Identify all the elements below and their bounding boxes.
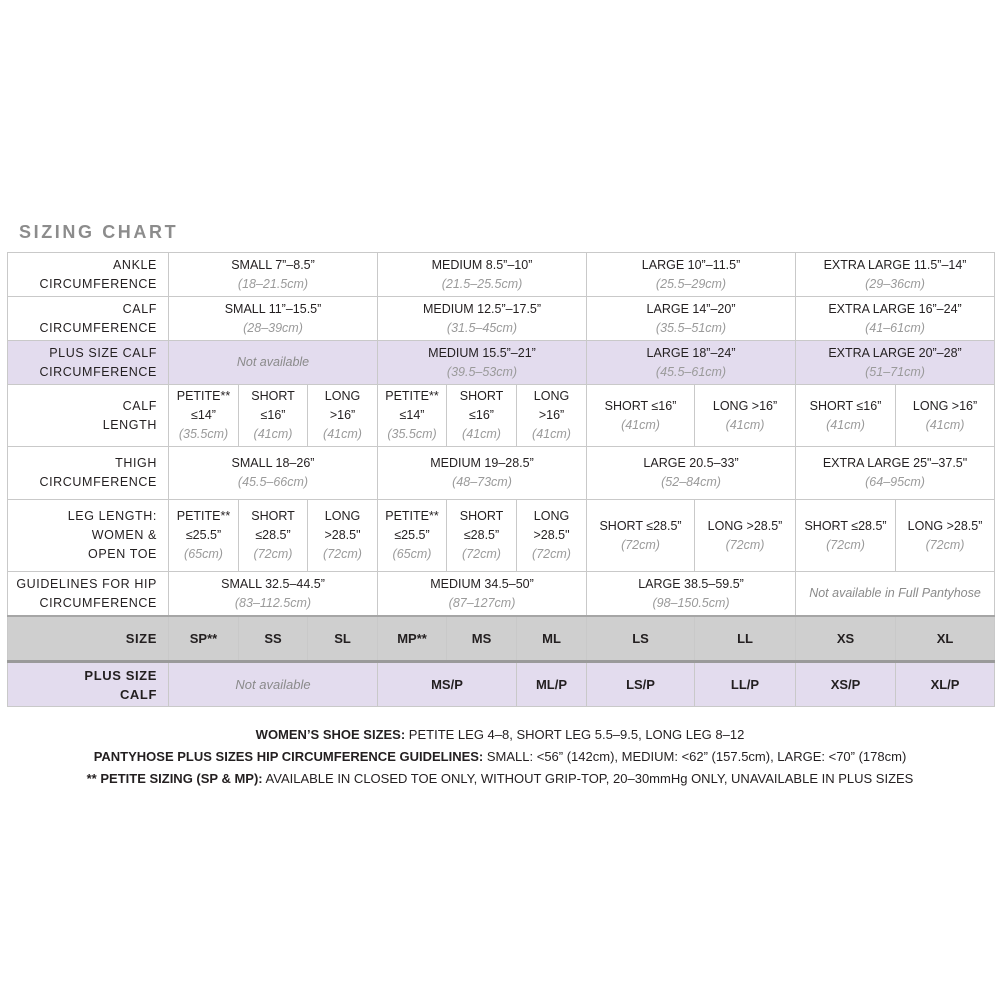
size-cell: MEDIUM 19–28.5” (48–73cm) xyxy=(378,447,587,500)
length-cell: LONG >16” (41cm) xyxy=(308,385,378,447)
size-cell: SMALL 18–26” (45.5–66cm) xyxy=(169,447,378,500)
size-code: ML/P xyxy=(517,662,587,707)
length-cell: PETITE** ≤14” (35.5cm) xyxy=(169,385,239,447)
row-label: PLUS SIZE CALF xyxy=(8,662,169,707)
length-cell: LONG >16” (41cm) xyxy=(517,385,587,447)
length-cell: LONG >28.5” (72cm) xyxy=(896,500,995,572)
row-label: CALF LENGTH xyxy=(8,385,169,447)
size-cell: LARGE 20.5–33” (52–84cm) xyxy=(587,447,796,500)
calf-length-row xyxy=(8,385,995,447)
size-cell: EXTRA LARGE 25"–37.5" (64–95cm) xyxy=(796,447,995,500)
size-cell: EXTRA LARGE 16”–24” (41–61cm) xyxy=(796,297,995,341)
size-cell: LARGE 10”–11.5” (25.5–29cm) xyxy=(587,253,796,297)
size-code: XS xyxy=(796,616,896,662)
size-cell: MEDIUM 8.5”–10” (21.5–25.5cm) xyxy=(378,253,587,297)
row-label: SIZE xyxy=(8,616,169,662)
size-code: XS/P xyxy=(796,662,896,707)
length-cell: LONG >28.5" (72cm) xyxy=(517,500,587,572)
row-label: LEG LENGTH: WOMEN & OPEN TOE xyxy=(8,500,169,572)
length-cell: SHORT ≤16” (41cm) xyxy=(447,385,517,447)
size-code: MS/P xyxy=(378,662,517,707)
size-cell: LARGE 38.5–59.5” (98–150.5cm) xyxy=(587,572,796,617)
size-code: ML xyxy=(517,616,587,662)
plus-size-code-row xyxy=(8,662,995,707)
length-cell: PETITE** ≤25.5” (65cm) xyxy=(169,500,239,572)
length-cell: PETITE** ≤25.5” (65cm) xyxy=(378,500,447,572)
size-cell: MEDIUM 34.5–50” (87–127cm) xyxy=(378,572,587,617)
size-code-row xyxy=(8,616,995,662)
chart-title: SIZING CHART xyxy=(19,222,179,242)
size-code: LS xyxy=(587,616,695,662)
size-code: MP** xyxy=(378,616,447,662)
shoe-size-note: WOMEN’S SHOE SIZES: PETITE LEG 4–8, SHORT LEG 5.5–9.5, LONG LEG 8–12 xyxy=(255,727,745,742)
size-cell: SMALL 32.5–44.5” (83–112.5cm) xyxy=(169,572,378,617)
not-available-cell: Not available xyxy=(169,341,378,385)
size-cell: EXTRA LARGE 20”–28” (51–71cm) xyxy=(796,341,995,385)
size-cell: SMALL 11”–15.5” (28–39cm) xyxy=(169,297,378,341)
size-code: LL/P xyxy=(695,662,796,707)
row-label: THIGH CIRCUMFERENCE xyxy=(8,447,169,500)
length-cell: LONG >16” (41cm) xyxy=(695,385,796,447)
size-cell: MEDIUM 15.5”–21” (39.5–53cm) xyxy=(378,341,587,385)
size-cell: MEDIUM 12.5”–17.5” (31.5–45cm) xyxy=(378,297,587,341)
hip-row xyxy=(8,572,995,617)
size-code: MS xyxy=(447,616,517,662)
length-cell: SHORT ≤28.5” (72cm) xyxy=(239,500,308,572)
length-cell: PETITE** ≤14” (35.5cm) xyxy=(378,385,447,447)
plus-calf-row xyxy=(8,341,995,385)
length-cell: SHORT ≤16” (41cm) xyxy=(587,385,695,447)
size-code: SL xyxy=(308,616,378,662)
not-available-cell: Not available in Full Pantyhose xyxy=(796,572,995,617)
footnotes xyxy=(0,724,1000,790)
size-code: LS/P xyxy=(587,662,695,707)
size-code: SS xyxy=(239,616,308,662)
length-cell: SHORT ≤16” (41cm) xyxy=(239,385,308,447)
row-label: PLUS SIZE CALF CIRCUMFERENCE xyxy=(8,341,169,385)
plus-size-note: PANTYHOSE PLUS SIZES HIP CIRCUMFERENCE GUIDELINES: SMALL: <56” (142cm), MEDIUM: <62” (157.5cm), LARGE: <70” (178cm) xyxy=(93,749,907,764)
not-available-cell: Not available xyxy=(169,662,378,707)
size-cell: EXTRA LARGE 11.5”–14” (29–36cm) xyxy=(796,253,995,297)
length-cell: SHORT ≤28.5” (72cm) xyxy=(796,500,896,572)
length-cell: SHORT ≤28.5” (72cm) xyxy=(447,500,517,572)
size-code: XL xyxy=(896,616,995,662)
row-label: ANKLE CIRCUMFERENCE xyxy=(8,253,169,297)
sizing-table xyxy=(7,252,995,707)
petite-note: ** PETITE SIZING (SP & MP): AVAILABLE IN CLOSED TOE ONLY, WITHOUT GRIP-TOP, 20–30mmHg ONLY, UNAVAILABLE IN PLUS SIZES xyxy=(86,771,914,786)
size-code: XL/P xyxy=(896,662,995,707)
row-label: GUIDELINES FOR HIP CIRCUMFERENCE xyxy=(8,572,169,617)
size-cell: SMALL 7”–8.5” (18–21.5cm) xyxy=(169,253,378,297)
leg-length-row xyxy=(8,500,995,572)
ankle-row xyxy=(8,253,995,297)
length-cell: SHORT ≤28.5” (72cm) xyxy=(587,500,695,572)
length-cell: LONG >28.5" (72cm) xyxy=(308,500,378,572)
size-code: LL xyxy=(695,616,796,662)
size-code: SP** xyxy=(169,616,239,662)
length-cell: LONG >16” (41cm) xyxy=(896,385,995,447)
row-label: CALF CIRCUMFERENCE xyxy=(8,297,169,341)
length-cell: LONG >28.5” (72cm) xyxy=(695,500,796,572)
size-cell: LARGE 18”–24” (45.5–61cm) xyxy=(587,341,796,385)
length-cell: SHORT ≤16” (41cm) xyxy=(796,385,896,447)
calf-row xyxy=(8,297,995,341)
size-cell: LARGE 14”–20” (35.5–51cm) xyxy=(587,297,796,341)
thigh-row xyxy=(8,447,995,500)
